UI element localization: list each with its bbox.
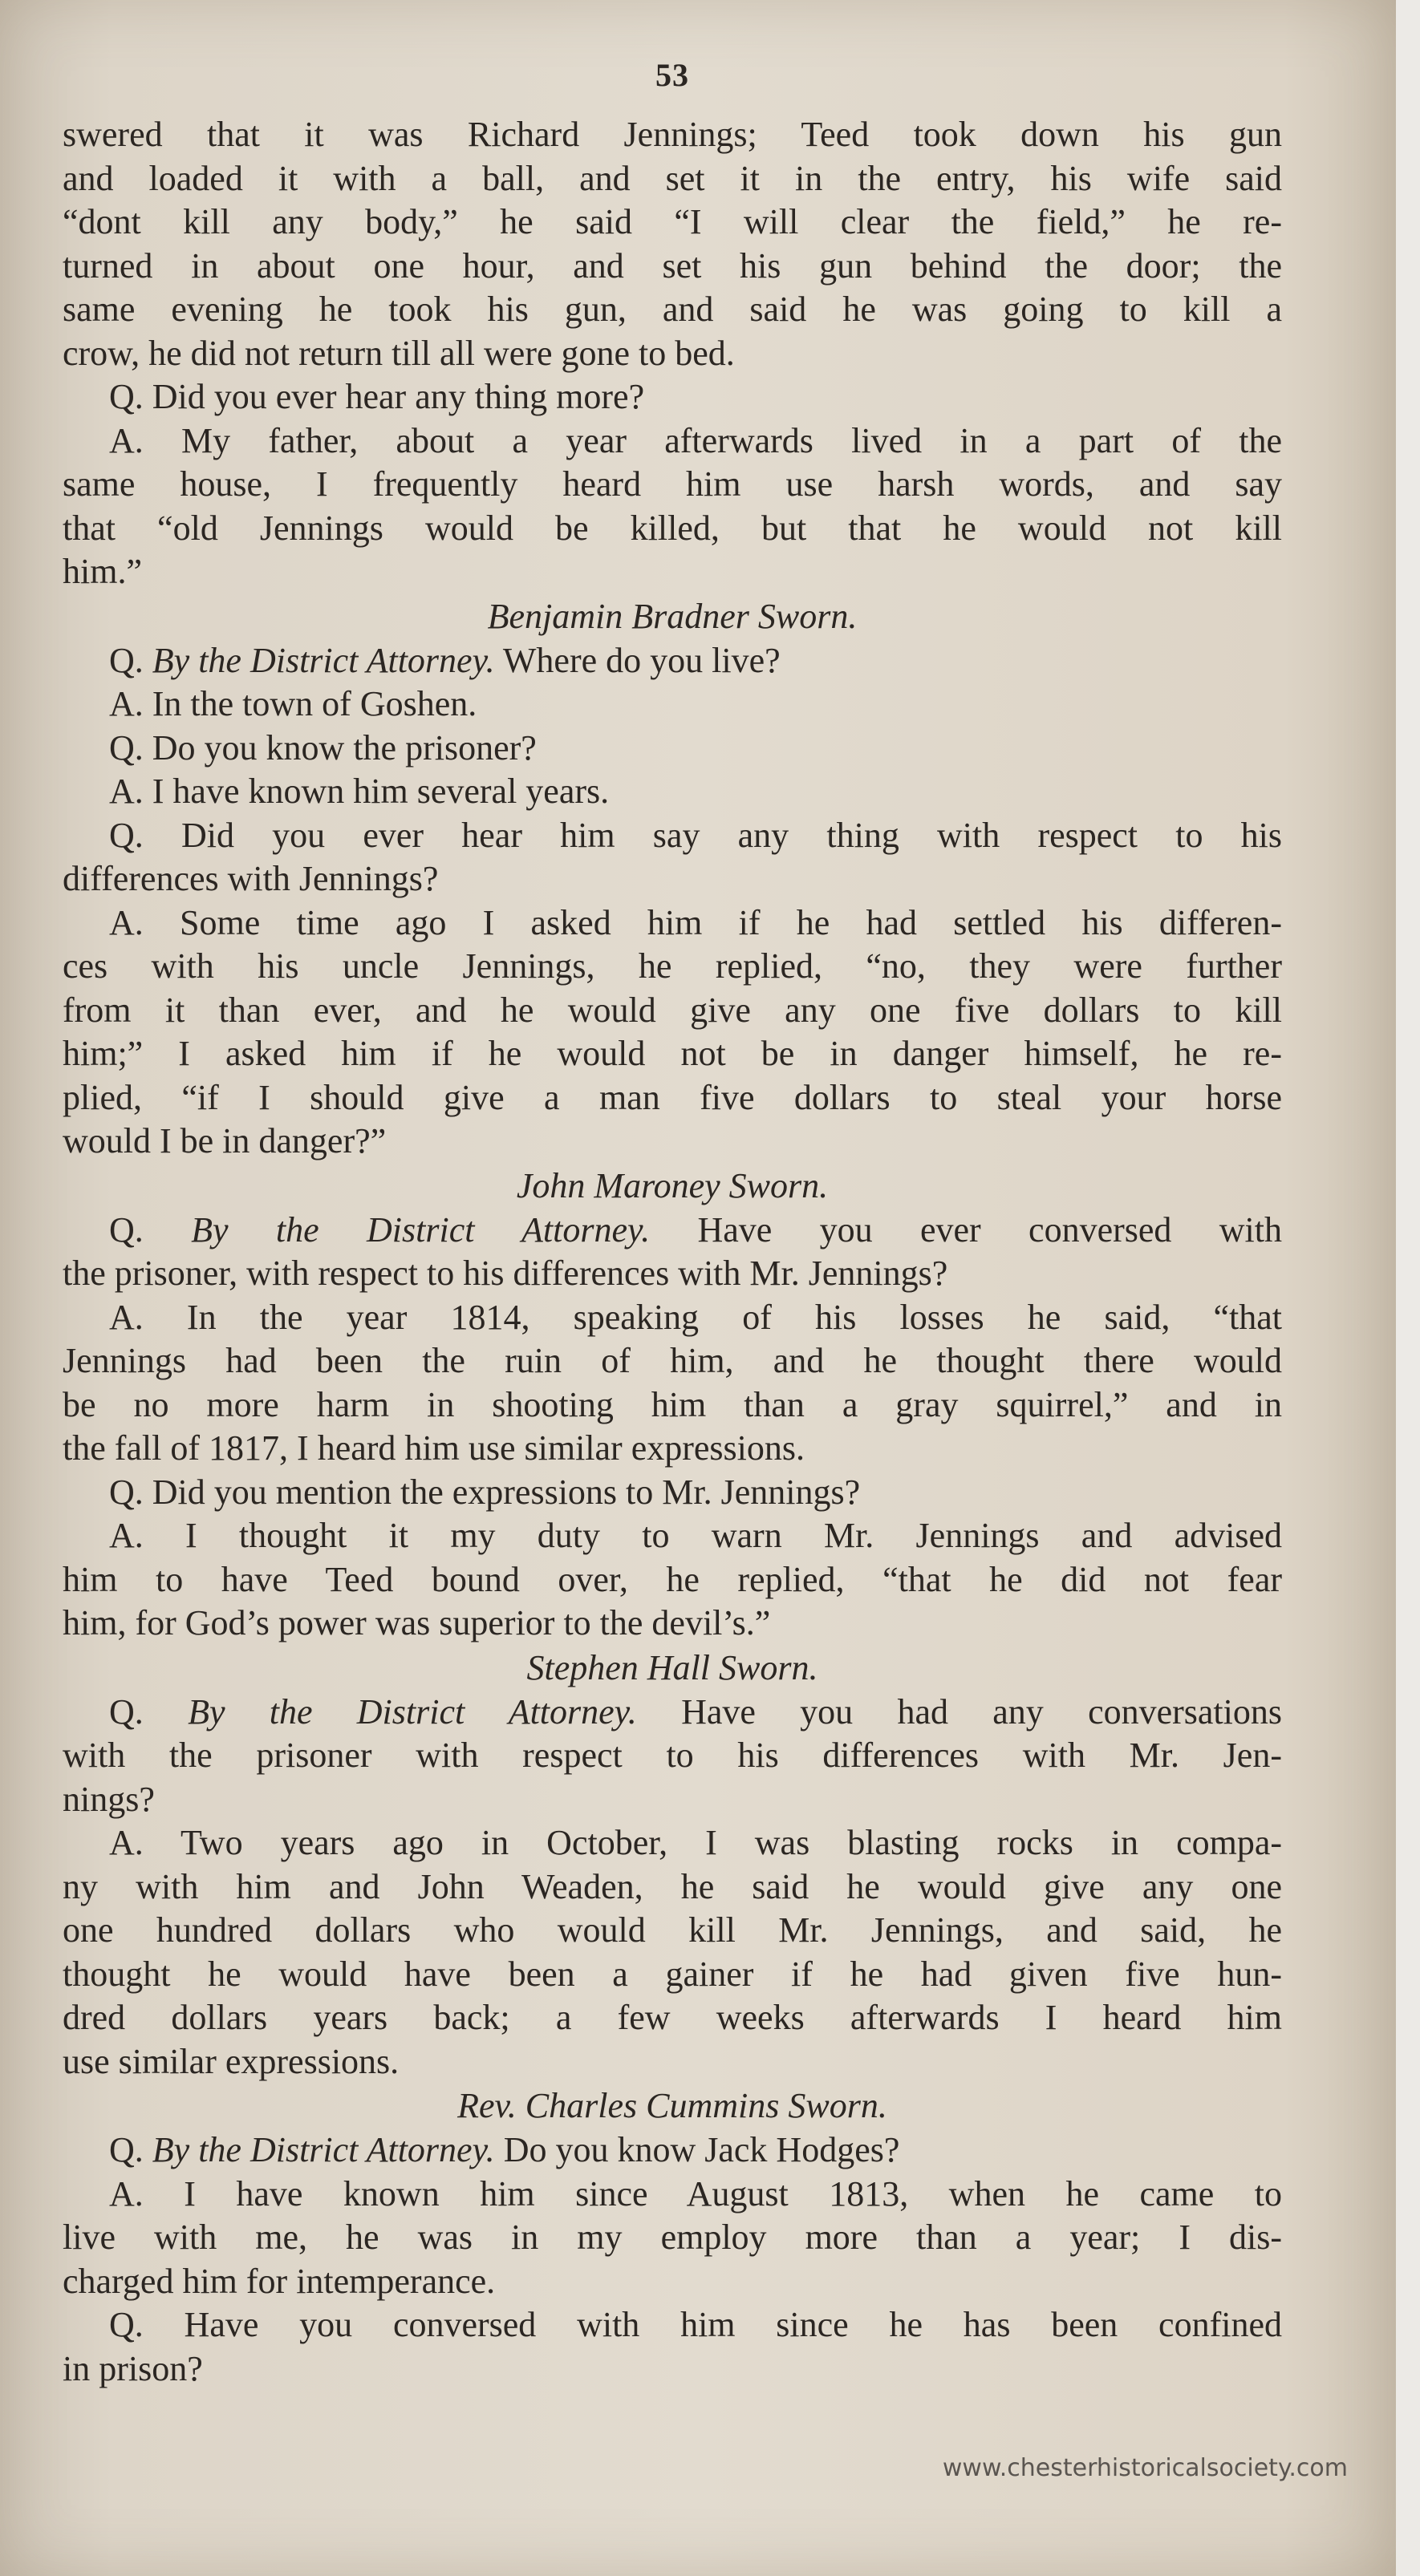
examiner-label: By the District Attorney. xyxy=(152,640,495,680)
text-line: would I be in danger?” xyxy=(63,1121,387,1160)
question-prefix: Q. xyxy=(109,2130,152,2169)
question-text: Do you know Jack Hodges? xyxy=(494,2130,900,2169)
text-line: ces with his uncle Jennings, he replied, “no, they were further xyxy=(63,946,1282,986)
examiner-label: By the District Attorney. xyxy=(188,1691,637,1732)
text-line: dred dollars years back; a few weeks afterwards I heard him xyxy=(63,1998,1282,2037)
text-line: A. In the town of Goshen. xyxy=(109,684,477,723)
text-line: A. Some time ago I asked him if he had settled his differen- xyxy=(109,902,1282,942)
text-line: live with me, he was in my employ more than a year; I dis- xyxy=(63,2218,1282,2257)
text-line xyxy=(63,1209,1282,1253)
text-line: nings? xyxy=(63,1779,155,1819)
witness-heading: Rev. Charles Cummins Sworn. xyxy=(457,2086,887,2125)
paragraph xyxy=(63,1821,1282,2084)
text-line: him, for God’s power was superior to the devil’s.” xyxy=(63,1603,771,1642)
text-line: and loaded it with a ball, and set it in the entry, his wife said xyxy=(63,158,1282,198)
paragraph xyxy=(63,682,1282,727)
paragraph xyxy=(63,770,1282,814)
text-line: Q. Did you ever hear any thing more? xyxy=(109,377,645,416)
paragraph xyxy=(63,727,1282,771)
text-line: be no more harm in shooting him than a gray squirrel,” and in xyxy=(63,1384,1282,1424)
text-line: thought he would have been a gainer if he had given five hun- xyxy=(63,1954,1282,1994)
text-line: same evening he took his gun, and said he was going to kill a xyxy=(63,290,1282,329)
question-text: Have you ever conversed with xyxy=(650,1209,1282,1250)
paragraph xyxy=(63,419,1282,594)
text-line: A. I have known him several years. xyxy=(109,772,610,811)
text-line: Jennings had been the ruin of him, and he thought there would xyxy=(63,1341,1282,1380)
paragraph xyxy=(63,2173,1282,2304)
text-line: him;” I asked him if he would not be in danger himself, he re- xyxy=(63,1034,1282,1073)
text-line: turned in about one hour, and set his gun behind the door; the xyxy=(63,245,1282,286)
text-line: him.” xyxy=(63,552,142,591)
paragraph xyxy=(63,1296,1282,1471)
text-line: the fall of 1817, I heard him use similar expressions. xyxy=(63,1428,805,1468)
text-line: A. My father, about a year afterwards lived in a part of the xyxy=(109,420,1282,460)
text-line: that “old Jennings would be killed, but that he would not kill xyxy=(63,508,1282,548)
paragraph xyxy=(63,375,1282,419)
text-line: A. I have known him since August 1813, when he came to xyxy=(109,2173,1282,2213)
text-line: use similar expressions. xyxy=(63,2041,400,2081)
text-line: with the prisoner with respect to his differences with Mr. Jen- xyxy=(63,1736,1282,1775)
page-number: 53 xyxy=(655,57,689,93)
text-line: A. In the year 1814, speaking of his losses he said, “that xyxy=(109,1297,1282,1337)
text-line: A. I thought it my duty to warn Mr. Jennings and advised xyxy=(109,1516,1282,1555)
question-prefix: Q. xyxy=(109,640,152,680)
text-line: ny with him and John Weaden, he said he would give any one xyxy=(63,1866,1282,1906)
text-line: in prison? xyxy=(63,2348,203,2388)
question-text: Where do you live? xyxy=(494,640,781,680)
paragraph xyxy=(63,814,1282,901)
witness-heading: Stephen Hall Sworn. xyxy=(526,1647,818,1687)
paragraph xyxy=(63,1691,1282,1822)
witness-heading: John Maroney Sworn. xyxy=(516,1165,829,1205)
text-line: one hundred dollars who would kill Mr. Jennings, and said, he xyxy=(63,1910,1282,1950)
text-line: Q. Have you conversed with him since he has been confined xyxy=(109,2305,1282,2344)
text-line: Q. Did you mention the expressions to Mr. Jennings? xyxy=(109,1472,861,1512)
question-text: Have you had any conversations xyxy=(636,1691,1283,1732)
text-line xyxy=(63,639,1282,683)
body-text xyxy=(63,113,1282,2391)
text-line: swered that it was Richard Jennings; Teed took down his gun xyxy=(63,115,1282,154)
text-line: the prisoner, with respect to his differences with Mr. Jennings? xyxy=(63,1254,948,1293)
text-line: “dont kill any body,” he said “I will clear the field,” he re- xyxy=(63,202,1282,241)
text-line xyxy=(63,2128,1282,2173)
examiner-label: By the District Attorney. xyxy=(152,2130,495,2169)
text-line: charged him for intemperance. xyxy=(63,2261,496,2301)
watermark: www.chesterhistoricalsociety.com xyxy=(942,2454,1348,2482)
witness-heading: Benjamin Bradner Sworn. xyxy=(487,596,858,636)
page-content xyxy=(63,56,1282,2391)
paragraph xyxy=(63,1471,1282,1515)
paragraph xyxy=(63,2128,1282,2173)
paragraph xyxy=(63,1514,1282,1646)
text-line: differences with Jennings? xyxy=(63,859,439,898)
question-prefix: Q. xyxy=(109,1209,192,1250)
examiner-label: By the District Attorney. xyxy=(191,1209,651,1250)
page-edge xyxy=(1396,0,1420,2576)
text-line: crow, he did not return till all were gone to bed. xyxy=(63,333,735,373)
text-line: A. Two years ago in October, I was blasting rocks in compa- xyxy=(109,1823,1282,1862)
text-line: Q. Did you ever hear him say any thing with respect to his xyxy=(109,815,1282,855)
question-prefix: Q. xyxy=(109,1691,189,1732)
text-line: plied, “if I should give a man five dollars to steal your horse xyxy=(63,1077,1282,1117)
paragraph xyxy=(63,2303,1282,2391)
text-line: him to have Teed bound over, he replied, “that he did not fear xyxy=(63,1559,1282,1599)
paragraph xyxy=(63,113,1282,375)
text-line xyxy=(63,1691,1282,1735)
text-line: from it than ever, and he would give any one five dollars to kill xyxy=(63,990,1282,1030)
text-line: same house, I frequently heard him use harsh words, and say xyxy=(63,464,1282,504)
paragraph xyxy=(63,1209,1282,1296)
text-line: Q. Do you know the prisoner? xyxy=(109,727,537,768)
paragraph xyxy=(63,639,1282,683)
paragraph xyxy=(63,901,1282,1164)
